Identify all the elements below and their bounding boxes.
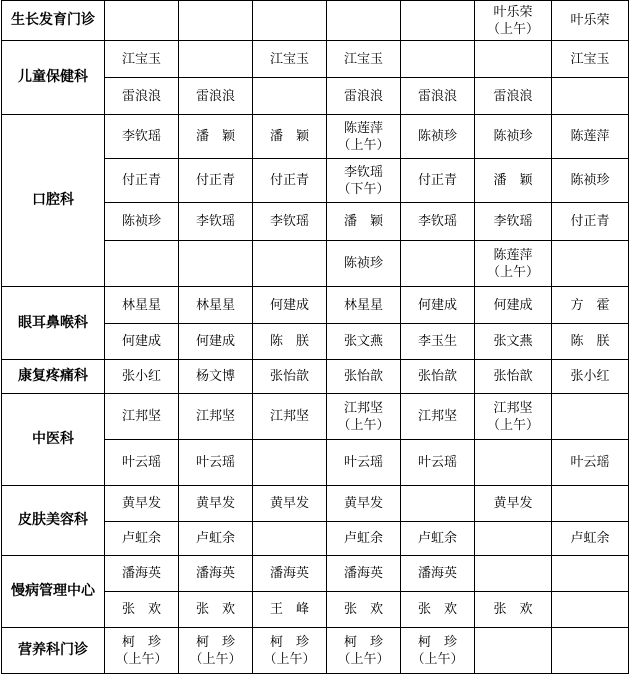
doctor-name: 潘海英 xyxy=(417,566,457,581)
doctor-name: 江邦坚 （上午） xyxy=(486,400,539,433)
department-label: 康复疼痛科 xyxy=(18,368,88,384)
department-label: 皮肤美容科 xyxy=(18,512,88,528)
schedule-cell xyxy=(475,241,552,287)
schedule-cell xyxy=(179,486,253,522)
schedule-cell xyxy=(253,159,327,203)
schedule-cell xyxy=(475,360,552,394)
schedule-cell xyxy=(475,159,552,203)
doctor-name: 张怡歆 xyxy=(493,369,533,384)
schedule-cell xyxy=(552,556,629,592)
doctor-name: 陈 朕 xyxy=(269,334,309,349)
schedule-cell xyxy=(105,394,179,440)
schedule-cell xyxy=(327,1,401,41)
table-row xyxy=(2,41,629,78)
schedule-cell xyxy=(401,1,475,41)
schedule-cell xyxy=(475,115,552,159)
doctor-name: 何建成 xyxy=(269,297,309,313)
department-label: 慢病管理中心 xyxy=(11,583,95,599)
schedule-cell xyxy=(475,287,552,324)
doctor-schedule-table xyxy=(1,0,629,674)
schedule-cell xyxy=(552,241,629,287)
doctor-name: 潘 颖 xyxy=(343,214,383,229)
schedule-cell xyxy=(253,486,327,522)
doctor-name: 雷浪浪 xyxy=(417,88,457,104)
schedule-cell xyxy=(179,592,253,628)
schedule-cell xyxy=(105,592,179,628)
doctor-name: 林星星 xyxy=(121,297,161,313)
table-row xyxy=(2,115,629,159)
schedule-cell xyxy=(105,360,179,394)
schedule-cell xyxy=(253,241,327,287)
doctor-name: 付正青 xyxy=(269,173,309,188)
doctor-name: 李玉生 xyxy=(417,334,457,349)
doctor-name: 何建成 xyxy=(121,334,161,349)
schedule-cell xyxy=(253,360,327,394)
schedule-cell xyxy=(552,78,629,115)
schedule-cell xyxy=(179,628,253,674)
doctor-name: 张怡歆 xyxy=(417,369,457,384)
department-label: 生长发育门诊 xyxy=(11,12,95,28)
schedule-cell xyxy=(253,522,327,556)
schedule-cell xyxy=(552,324,629,360)
schedule-cell xyxy=(179,556,253,592)
doctor-name: 张 欢 xyxy=(121,602,161,617)
schedule-cell xyxy=(401,628,475,674)
doctor-name: 何建成 xyxy=(417,297,457,313)
schedule-cell xyxy=(475,522,552,556)
doctor-name: 叶云瑶 xyxy=(570,455,610,470)
department-name xyxy=(2,628,105,674)
doctor-name: 张 欢 xyxy=(417,602,457,617)
schedule-cell xyxy=(401,486,475,522)
doctor-name: 林星星 xyxy=(343,297,383,313)
schedule-cell xyxy=(253,78,327,115)
doctor-name: 柯 珍 （上午） xyxy=(337,634,390,667)
schedule-cell xyxy=(552,440,629,486)
doctor-name: 黄早发 xyxy=(195,496,235,511)
schedule-cell xyxy=(105,486,179,522)
schedule-cell xyxy=(552,394,629,440)
schedule-cell xyxy=(327,522,401,556)
schedule-cell xyxy=(327,324,401,360)
schedule-cell xyxy=(475,394,552,440)
doctor-name: 叶云瑶 xyxy=(121,455,161,470)
department-label: 中医科 xyxy=(32,431,74,447)
schedule-cell xyxy=(105,203,179,241)
department-label: 口腔科 xyxy=(32,192,74,208)
doctor-name: 叶乐荣 xyxy=(570,13,610,28)
department-name xyxy=(2,41,105,115)
schedule-cell xyxy=(327,394,401,440)
doctor-name: 卢虹余 xyxy=(417,531,457,546)
schedule-cell xyxy=(401,78,475,115)
doctor-name: 陈祯珍 xyxy=(493,129,533,144)
doctor-name: 李钦瑶 xyxy=(121,129,161,144)
doctor-name: 叶云瑶 xyxy=(195,455,235,470)
doctor-name: 陈祯珍 xyxy=(570,173,610,188)
doctor-name: 李钦瑶 xyxy=(417,214,457,229)
schedule-cell xyxy=(552,159,629,203)
doctor-name: 陈莲萍 xyxy=(570,129,610,144)
table-row xyxy=(2,556,629,592)
schedule-cell xyxy=(179,41,253,78)
schedule-cell xyxy=(552,203,629,241)
schedule-cell xyxy=(253,1,327,41)
schedule-cell xyxy=(327,287,401,324)
doctor-name: 付正青 xyxy=(121,173,161,188)
doctor-name: 卢虹余 xyxy=(343,531,383,546)
schedule-cell xyxy=(179,324,253,360)
schedule-cell xyxy=(253,556,327,592)
doctor-name: 何建成 xyxy=(195,334,235,349)
schedule-cell xyxy=(327,556,401,592)
doctor-name: 李钦瑶 xyxy=(493,214,533,229)
schedule-cell xyxy=(401,203,475,241)
doctor-name: 林星星 xyxy=(195,297,235,313)
schedule-cell xyxy=(179,203,253,241)
schedule-cell xyxy=(327,78,401,115)
doctor-name: 黄早发 xyxy=(493,496,533,511)
schedule-cell xyxy=(179,1,253,41)
schedule-cell xyxy=(105,324,179,360)
doctor-name: 江邦坚 （上午） xyxy=(337,400,390,433)
doctor-name: 付正青 xyxy=(417,173,457,188)
schedule-cell xyxy=(401,159,475,203)
department-name xyxy=(2,486,105,556)
doctor-name: 雷浪浪 xyxy=(493,88,533,104)
doctor-name: 张怡歆 xyxy=(343,369,383,384)
schedule-cell xyxy=(179,78,253,115)
doctor-name: 李钦瑶 xyxy=(195,214,235,229)
schedule-cell xyxy=(552,522,629,556)
schedule-cell xyxy=(179,394,253,440)
doctor-name: 潘海英 xyxy=(195,566,235,581)
doctor-name: 张文燕 xyxy=(343,334,383,349)
schedule-cell xyxy=(552,41,629,78)
table-row xyxy=(2,1,629,41)
schedule-cell xyxy=(401,324,475,360)
doctor-name: 李钦瑶 （下午） xyxy=(337,164,390,197)
schedule-cell xyxy=(105,115,179,159)
doctor-name: 黄早发 xyxy=(343,496,383,511)
schedule-cell xyxy=(253,628,327,674)
doctor-name: 张 欢 xyxy=(195,602,235,617)
doctor-name: 陈莲萍 （上午） xyxy=(337,120,390,153)
doctor-name: 潘海英 xyxy=(269,566,309,581)
doctor-name: 杨文博 xyxy=(195,369,235,384)
schedule-cell xyxy=(475,628,552,674)
doctor-name: 雷浪浪 xyxy=(121,88,161,104)
schedule-cell xyxy=(401,440,475,486)
doctor-name: 潘 颖 xyxy=(269,129,309,144)
doctor-name: 卢虹余 xyxy=(195,531,235,546)
schedule-cell xyxy=(253,115,327,159)
doctor-name: 江邦坚 xyxy=(417,409,457,424)
schedule-cell xyxy=(179,440,253,486)
doctor-name: 张 欢 xyxy=(343,602,383,617)
doctor-name: 潘 颖 xyxy=(195,129,235,144)
schedule-cell xyxy=(253,394,327,440)
doctor-name: 付正青 xyxy=(195,173,235,188)
table-row xyxy=(2,394,629,440)
doctor-name: 张怡歆 xyxy=(269,369,309,384)
doctor-name: 张文燕 xyxy=(493,334,533,349)
doctor-name: 江宝玉 xyxy=(269,51,309,67)
doctor-name: 付正青 xyxy=(570,214,610,229)
schedule-cell xyxy=(552,360,629,394)
schedule-cell xyxy=(105,159,179,203)
doctor-name: 王 峰 xyxy=(269,602,309,617)
department-name xyxy=(2,287,105,360)
doctor-name: 张小红 xyxy=(570,369,610,384)
schedule-cell xyxy=(327,486,401,522)
doctor-name: 陈祯珍 xyxy=(417,129,457,144)
schedule-cell xyxy=(552,486,629,522)
schedule-cell xyxy=(253,203,327,241)
department-label: 眼耳鼻喉科 xyxy=(18,314,88,331)
doctor-name: 柯 珍 （上午） xyxy=(263,634,316,667)
department-name xyxy=(2,360,105,394)
schedule-cell xyxy=(105,556,179,592)
schedule-cell xyxy=(401,241,475,287)
schedule-cell xyxy=(401,115,475,159)
schedule-cell xyxy=(327,592,401,628)
schedule-cell xyxy=(253,592,327,628)
schedule-cell xyxy=(327,440,401,486)
schedule-cell xyxy=(475,486,552,522)
schedule-cell xyxy=(105,241,179,287)
schedule-cell xyxy=(475,1,552,41)
schedule-cell xyxy=(475,41,552,78)
doctor-name: 陈 朕 xyxy=(570,334,610,349)
doctor-name: 黄早发 xyxy=(269,496,309,511)
schedule-cell xyxy=(475,592,552,628)
schedule-cell xyxy=(327,41,401,78)
schedule-cell xyxy=(253,440,327,486)
table-row xyxy=(2,486,629,522)
schedule-cell xyxy=(105,41,179,78)
doctor-name: 李钦瑶 xyxy=(269,214,309,229)
table-row xyxy=(2,628,629,674)
schedule-cell xyxy=(327,159,401,203)
schedule-cell xyxy=(401,394,475,440)
doctor-name: 雷浪浪 xyxy=(195,88,235,104)
schedule-cell xyxy=(327,203,401,241)
doctor-name: 江宝玉 xyxy=(570,51,610,67)
doctor-name: 江宝玉 xyxy=(343,51,383,67)
doctor-name: 叶云瑶 xyxy=(343,455,383,470)
schedule-cell xyxy=(253,324,327,360)
schedule-cell xyxy=(327,241,401,287)
schedule-cell xyxy=(552,287,629,324)
schedule-cell xyxy=(179,241,253,287)
doctor-name: 柯 珍 （上午） xyxy=(115,634,168,667)
schedule-cell xyxy=(475,78,552,115)
doctor-name: 江邦坚 xyxy=(121,409,161,424)
doctor-name: 江邦坚 xyxy=(195,409,235,424)
schedule-cell xyxy=(552,592,629,628)
schedule-cell xyxy=(552,1,629,41)
schedule-cell xyxy=(475,324,552,360)
table-row xyxy=(2,287,629,324)
doctor-name: 卢虹余 xyxy=(570,531,610,546)
doctor-name: 柯 珍 （上午） xyxy=(189,634,242,667)
doctor-name: 柯 珍 （上午） xyxy=(411,634,464,667)
schedule-cell xyxy=(105,522,179,556)
schedule-cell xyxy=(401,556,475,592)
doctor-name: 江邦坚 xyxy=(269,409,309,424)
schedule-cell xyxy=(401,360,475,394)
schedule-cell xyxy=(475,440,552,486)
doctor-name: 陈祯珍 xyxy=(121,214,161,229)
schedule-cell xyxy=(401,287,475,324)
schedule-cell xyxy=(179,115,253,159)
schedule-cell xyxy=(105,1,179,41)
schedule-cell xyxy=(327,115,401,159)
doctor-name: 黄早发 xyxy=(121,496,161,511)
schedule-cell xyxy=(179,522,253,556)
schedule-cell xyxy=(401,522,475,556)
department-name xyxy=(2,1,105,41)
schedule-cell xyxy=(105,628,179,674)
schedule-cell xyxy=(552,628,629,674)
schedule-cell xyxy=(327,628,401,674)
doctor-name: 叶乐荣 （上午） xyxy=(486,4,539,37)
department-name xyxy=(2,115,105,287)
schedule-cell xyxy=(179,287,253,324)
doctor-name: 潘 颖 xyxy=(493,173,533,188)
schedule-cell xyxy=(253,287,327,324)
schedule-cell xyxy=(401,592,475,628)
schedule-cell xyxy=(401,41,475,78)
department-name xyxy=(2,556,105,628)
schedule-cell xyxy=(105,440,179,486)
schedule-cell xyxy=(327,360,401,394)
schedule-cell xyxy=(552,115,629,159)
doctor-name: 方 霍 xyxy=(570,297,610,313)
doctor-name: 潘海英 xyxy=(343,566,383,581)
doctor-name: 陈祯珍 xyxy=(343,256,383,271)
doctor-name: 叶云瑶 xyxy=(417,455,457,470)
doctor-name: 江宝玉 xyxy=(121,51,161,67)
doctor-name: 卢虹余 xyxy=(121,531,161,546)
table-row xyxy=(2,360,629,394)
doctor-name: 潘海英 xyxy=(121,566,161,581)
schedule-cell xyxy=(179,159,253,203)
department-label: 儿童保健科 xyxy=(18,69,88,85)
schedule-cell xyxy=(105,78,179,115)
doctor-name: 张 欢 xyxy=(493,602,533,617)
doctor-name: 张小红 xyxy=(121,369,161,384)
schedule-body xyxy=(2,1,629,674)
schedule-cell xyxy=(475,556,552,592)
doctor-name: 陈莲萍 （上午） xyxy=(486,247,539,280)
doctor-name: 何建成 xyxy=(493,297,533,313)
department-name xyxy=(2,394,105,486)
schedule-cell xyxy=(179,360,253,394)
schedule-cell xyxy=(253,41,327,78)
schedule-cell xyxy=(105,287,179,324)
schedule-cell xyxy=(475,203,552,241)
department-label: 营养科门诊 xyxy=(18,642,88,658)
doctor-name: 雷浪浪 xyxy=(343,88,383,104)
